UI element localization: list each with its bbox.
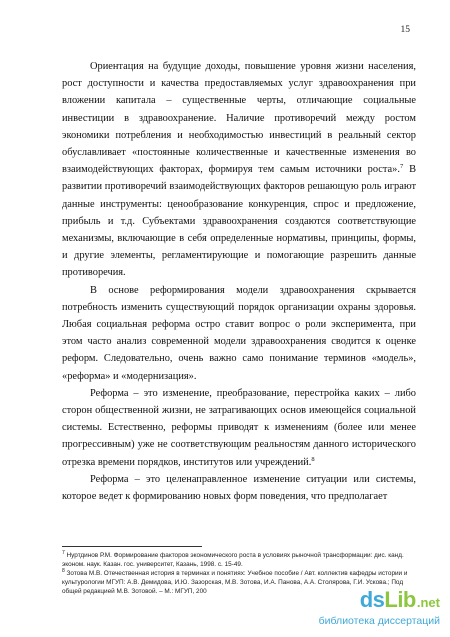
- dslib-logo: [360, 587, 440, 613]
- footnote-separator: [62, 546, 202, 547]
- watermark-caption: библиотека диссертаций: [318, 615, 440, 627]
- paragraph: [62, 385, 416, 471]
- footnote-ref[interactable]: 8: [311, 455, 315, 463]
- paragraph: [62, 282, 416, 385]
- page-number: 15: [400, 25, 410, 35]
- paragraph: [62, 471, 416, 505]
- footnote-text: Зотова М.В. Отечественная история в терминах и понятиях: Учебное пособие / Авт. коллектив кафедры истории и культурологии МГУП: А.В. Демидова, И.Ю. Зазорская, М.В. Зотова, И.А. Панова, А.А. Столярова, Г.И. Ускова.; Под общей редакцией М.В. Зотовой. – М.: МГУП, 200: [62, 570, 408, 596]
- paragraph-text: В основе реформирования модели здравоохранения скрывается потребность изменить существующий порядок организации охраны здоровья. Любая социальная реформа остро ставит вопрос о роли эксперимента, при этом часто анализ современной модели здравоохранения сводится к оценке реформ. Следовательно, очень важно само понимание терминов «модель», «реформа» и «модернизация».: [62, 284, 416, 382]
- footnote-text: Нуртдинов Р.М. Формирование факторов экономического роста в условиях рыночной трансформации: дис. канд. эконом. наук. Казан. гос. университет, Казань, 1998. с. 15-49.: [62, 552, 404, 569]
- footnote: [62, 551, 422, 569]
- logo-text-accent: Lib: [384, 587, 416, 612]
- dslib-watermark[interactable]: [282, 587, 442, 633]
- footnote-ref[interactable]: 7: [399, 163, 404, 171]
- logo-domain: .net: [416, 595, 440, 610]
- paragraph-text: Реформа – это целенаправленное изменение ситуации или системы, которое ведет к формированию новых форм поведения, что предполагает: [62, 473, 416, 503]
- body-text: [62, 58, 416, 505]
- logo-text: ds: [359, 587, 385, 612]
- paragraph: [62, 58, 416, 282]
- paragraph-text: Ориентация на будущие доходы, повышение уровня жизни населения, рост доступности и качества предоставляемых услуг здравоохранения при вложении капитала – существенные черты, отличающие социальные инвестиции в здравоохранение. Наличие противоречий между ростом экономики потребления и необходимостью инвестиций в реальный сектор обуславливает «постоянные количественные и качественные изменения во взаимодействующих факторах, формируя тем самым источники роста».: [62, 61, 416, 176]
- paragraph-text: Реформа – это изменение, преобразование, перестройка каких – либо сторон общественной жизни, не затрагивающих основ имеющейся социальной системы. Естественно, реформы приводят к изменениям (более или менее прогрессивным) уже не соответствующим реальностям данного исторического отрезка времени порядков, институтов или учреждений.: [62, 387, 416, 468]
- footnote-number: 8: [62, 568, 65, 575]
- footnote-number: 7: [62, 550, 65, 556]
- paragraph-text: В развитии противоречий взаимодействующих факторов решающую роль играют данные инструменты: ценообразование конкуренция, спрос и предложение, прибыль и т.д. Субъектами здравоохранения создаются соответствующие механизмы, включающие в себя определенные нормативы, принципы, формы, и другие элементы, регламентирующие и помогающие разрешить данные противоречия.: [62, 164, 416, 279]
